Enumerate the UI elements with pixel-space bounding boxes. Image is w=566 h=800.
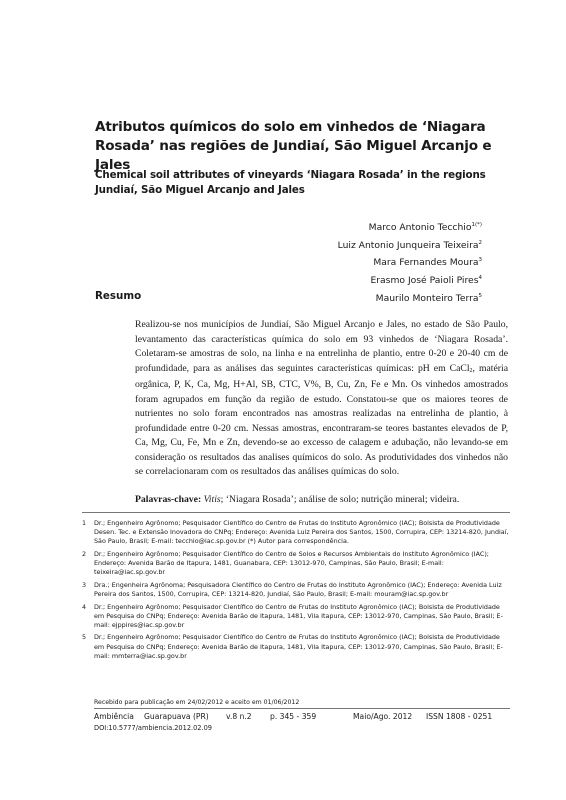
author-name: Maurilo Monteiro Terra [375, 292, 479, 304]
author-affiliation-mark: 5 [478, 292, 482, 299]
author-entry [338, 271, 482, 289]
author-entry [338, 289, 482, 307]
journal-separator [94, 708, 510, 709]
author-entry [338, 236, 482, 254]
received-date: Recebido para publicação em 24/02/2012 e aceito em 01/06/2012 [94, 699, 300, 706]
keywords-list: ; ‘Niagara Rosada’; análise de solo; nutrição mineral; videira. [220, 494, 460, 505]
author-name: Erasmo José Paioli Pires [370, 275, 479, 287]
author-name: Mara Fernandes Moura [373, 257, 479, 269]
author-affiliation-mark: 3 [478, 257, 482, 264]
keywords-genus: Vitis [203, 494, 221, 505]
abstract-subscript: 2 [469, 367, 473, 374]
journal-name: Ambiência [94, 712, 134, 721]
title-english: Chemical soil attributes of vineyards ‘Niagara Rosada’ in the regions Jundiaí, São Miguel Arcanjo and Jales [95, 169, 486, 196]
footnote [82, 580, 510, 599]
title-portuguese: Atributos químicos do solo em vinhedos de ‘Niagara Rosada’ nas regiões de Jundiaí, São Miguel Arcanjo e Jales [95, 119, 492, 173]
abstract-heading: Resumo [95, 290, 142, 302]
journal-date: Maio/Ago. 2012 [353, 712, 413, 721]
journal-issn: ISSN 1808 - 0251 [426, 712, 493, 721]
author-affiliation-mark: 2 [478, 239, 482, 246]
footnote-number: 2 [82, 549, 87, 558]
footnote-separator [82, 512, 510, 513]
abstract-text-part1: Realizou-se nos municípios de Jundiaí, São Miguel Arcanjo e Jales, no estado de São Paulo, levantamento das características química do solo em 93 vinhedos de ‘Niagara Rosada’. Coletaram-se amostras de solo, na linha e na entrelinha de plantio, entre 0-20 e 20-40 cm de profundidade, para as análises das seguintes características químicas: pH em CaCl [135, 319, 508, 374]
journal-volume: v.8 n.2 [226, 712, 252, 721]
keywords-line [135, 493, 515, 507]
doi: DOI:10.5777/ambiencia.2012.02.09 [94, 724, 212, 732]
footnote-number: 5 [82, 633, 87, 642]
footnote [82, 519, 510, 546]
footnote-text: Dr.; Engenheiro Agrônomo; Pesquisador Científico do Centro de Frutas do Instituto Agronômico (IAC); Bolsista de Produtividade Desen. Tec. e Extensão Inovadora do CNPq; Endereço: Avenida Luiz Pereira dos Santos, 1500, Corrupira, CEP: 13214-820, Jundiaí, São Paulo, Brasil; E-mail: tecchio@iac.sp.gov.br (*) Autor para correspondência. [94, 519, 509, 546]
footnote-number: 4 [82, 602, 87, 611]
author-entry [338, 218, 482, 236]
journal-pages: p. 345 - 359 [270, 712, 317, 721]
footnote [82, 633, 510, 660]
abstract-text-part2: , matéria orgânica, P, K, Ca, Mg, H+Al, SB, CTC, V%, B, Cu, Zn, Fe e Mn. Os vinhedos amostrados foram agrupados em função da região de estudo. Constatou-se que os maiores teores de nutrientes no solo foram encontrados nas amostras realizadas na entrelinha de plantio, à profundidade entre 0-20 cm. Nessas amostras, encontraram-se teores bastantes elevados de P, Ca, Mg, Cu, Fe, Mn e Zn, devendo-se ao excesso de calagem e adubação, não levando-se em consideração os resultados das analises químicos do solo. As produtividades dos vinhedos não se correlacionaram com os resultados das análises químicas do solo. [135, 362, 508, 477]
keywords-label: Palavras-chave: [135, 494, 202, 505]
footnotes [82, 519, 510, 664]
footnote-text: Dra.; Engenheira Agrônoma; Pesquisadora Científico do Centro de Frutas do Instituto Agronômico (IAC); Endereço: Avenida Luiz Pereira dos Santos, 1500, Corrupira, CEP: 13214-820, Jundiaí, São Paulo, Brasil; E-mail: mouram@iac.sp.gov.br [94, 580, 502, 598]
journal-city: Guarapuava (PR) [144, 712, 209, 721]
footnote-text: Dr.; Engenheiro Agrônomo; Pesquisador Científico do Centro de Solos e Recursos Ambientais do Instituto Agronômico (IAC); Endereço: Avenida Barão de Itapura, 1481, Guanabara, CEP: 13012-970, Campinas, São Paulo, Brasil; E-mail: teixeira@iac.sp.gov.br [94, 549, 489, 577]
author-name: Luiz Antonio Junqueira Teixeira [337, 239, 479, 251]
footnote-number: 1 [82, 519, 87, 527]
footnote-text: Dr.; Engenheiro Agrônomo; Pesquisador Científico do Centro de Frutas do Instituto Agronômico (IAC); Bolsista de Produtividade em Pesquisa do CNPq; Endereço: Avenida Barão de Itapura, 1481, Vila Itapura, CEP: 13012-970, Campinas, São Paulo, Brasil; E-mail: ejppires@iac.sp.gov.br [94, 602, 503, 629]
footnote-number: 3 [82, 580, 87, 589]
author-affiliation-mark: 1(*) [471, 222, 482, 228]
author-name: Marco Antonio Tecchio [368, 222, 472, 233]
footnote-text: Dr.; Engenheiro Agrônomo; Pesquisador Científico do Centro de Frutas do Instituto Agronômico (IAC); Bolsista de Produtividade em Pesquisa do CNPq; Endereço: Avenida Barão de Itapura, 1481, Vila Itapura, CEP: 13012-970, Campinas, São Paulo, Brasil; E-mail: mmterra@iac.sp.gov.br [94, 633, 503, 660]
footnote [82, 549, 510, 577]
footnote [82, 602, 510, 630]
author-affiliation-mark: 4 [478, 275, 482, 282]
abstract-body [135, 318, 508, 480]
abstract-paragraph [135, 318, 508, 480]
author-list [338, 218, 482, 307]
author-entry [338, 253, 482, 271]
